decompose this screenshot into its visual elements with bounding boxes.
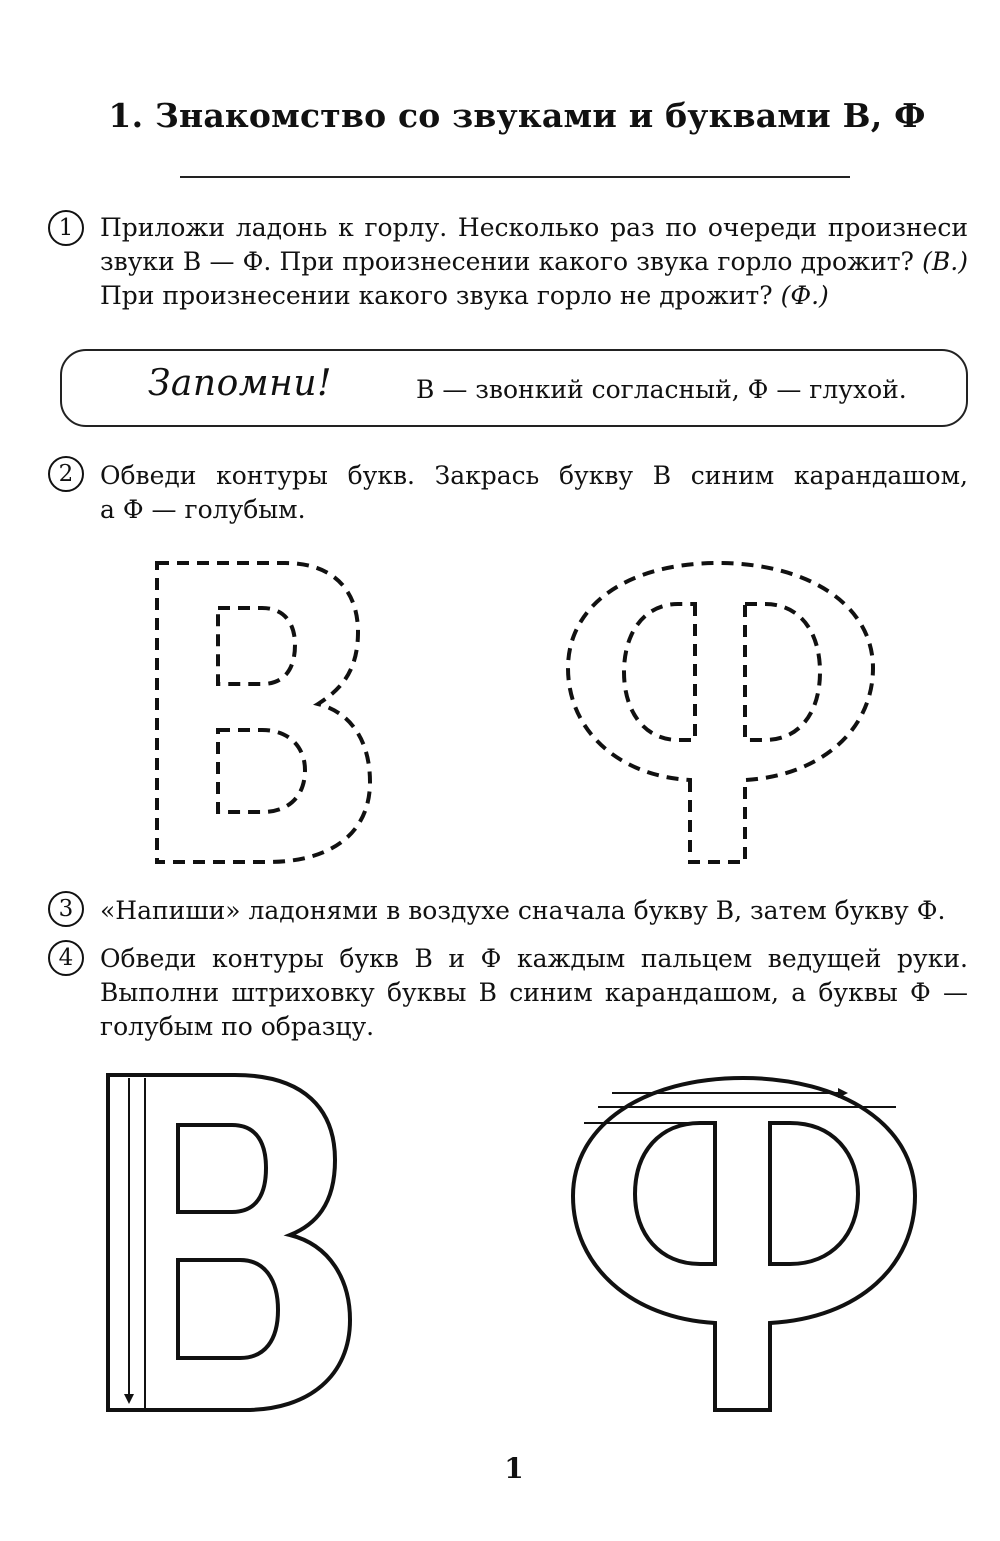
dashed-letter-f-outline bbox=[568, 563, 873, 862]
solid-letter-f-outline bbox=[573, 1078, 915, 1410]
remember-text: В — звонкий согласный, Ф — глухой. bbox=[416, 375, 907, 404]
task-1-number: 1 bbox=[48, 210, 84, 246]
task-1-answer-2: (Ф.) bbox=[780, 281, 829, 310]
page-title: 1. Знакомство со звуками и буквами В, Ф bbox=[108, 96, 926, 135]
task-2-line-1: Обведи контуры букв. Закрась букву В синим карандашом, bbox=[100, 461, 968, 490]
dashed-letters-figure bbox=[0, 540, 1000, 880]
task-1-line-3 bbox=[100, 279, 968, 313]
task-1-line-3-text: При произнесении какого звука горло не дрожит? bbox=[100, 281, 773, 310]
task-1-text bbox=[100, 211, 968, 313]
task-1-answer-1: (В.) bbox=[922, 247, 968, 276]
task-3-line-1: «Напиши» ладонями в воздухе сначала букву В, затем букву Ф. bbox=[100, 896, 946, 925]
task-1-line-2 bbox=[100, 245, 968, 279]
hatching-letters-figure bbox=[0, 1060, 1000, 1420]
dashed-letter-v-outline bbox=[157, 563, 370, 862]
task-1-line-1: Приложи ладонь к горлу. Несколько раз по очереди произнеси bbox=[100, 213, 968, 242]
task-2-number: 2 bbox=[48, 456, 84, 492]
remember-box bbox=[60, 349, 968, 427]
task-1-line-2-text: звуки В — Ф. При произнесении какого звука горло дрожит? bbox=[100, 247, 914, 276]
task-3-text bbox=[100, 894, 968, 928]
task-4-line-2: Выполни штриховку буквы В синим карандашом, а буквы Ф — bbox=[100, 978, 968, 1007]
remember-heading: Запомни! bbox=[148, 363, 332, 404]
task-4-number: 4 bbox=[48, 940, 84, 976]
task-4-line-1: Обведи контуры букв В и Ф каждым пальцем ведущей руки. bbox=[100, 944, 968, 973]
task-4-line-3: голубым по образцу. bbox=[100, 1012, 375, 1041]
task-2-text bbox=[100, 459, 968, 527]
task-3-number: 3 bbox=[48, 891, 84, 927]
page-number: 1 bbox=[504, 1452, 524, 1485]
task-2-line-2: а Ф — голубым. bbox=[100, 495, 306, 524]
task-4-text bbox=[100, 942, 968, 1044]
title-underline bbox=[180, 176, 850, 178]
